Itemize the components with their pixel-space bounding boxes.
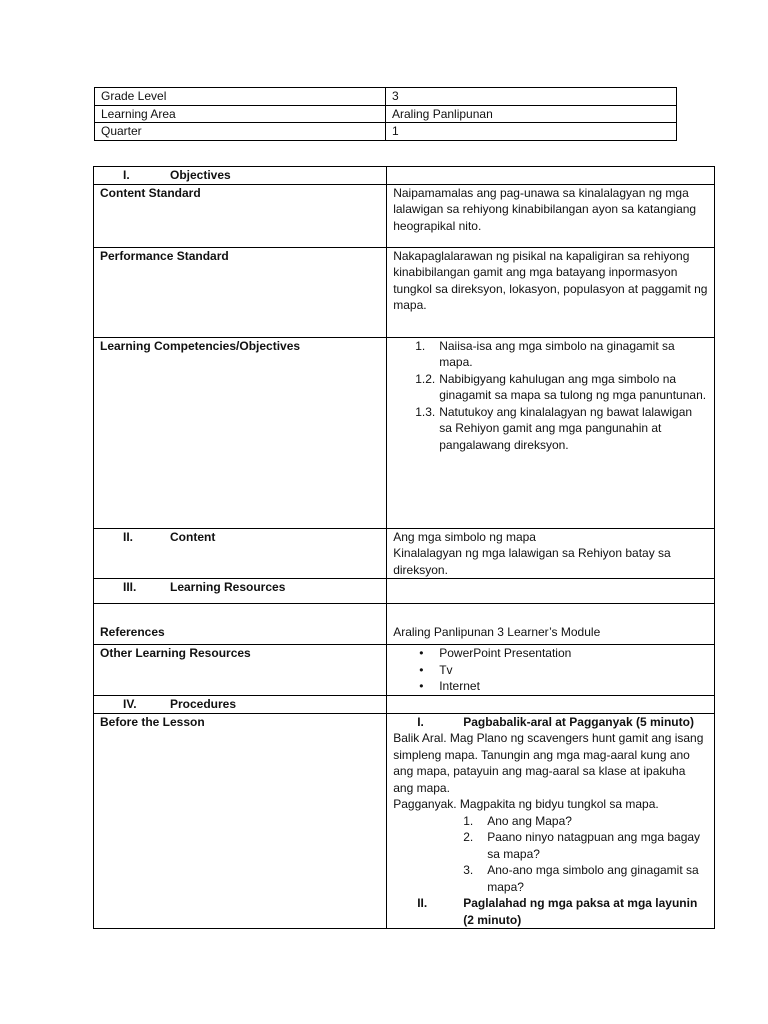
list-text: Ano ang Mapa? bbox=[487, 813, 572, 828]
section-number: IV. bbox=[123, 697, 137, 711]
procedures-heading bbox=[94, 696, 387, 714]
content-standard-text: Naipamamalas ang pag-unawa sa kinalalagyan ng mga lalawigan sa rehiyong kinabibilangan ayon sa katangiang heograpikal nito. bbox=[387, 184, 715, 247]
references-value: Araling Panlipunan 3 Learner’s Module bbox=[387, 604, 715, 645]
section-title: Learning Resources bbox=[170, 580, 286, 594]
performance-standard-row bbox=[94, 247, 715, 337]
competencies-list-cell bbox=[387, 337, 715, 528]
competencies-row bbox=[94, 337, 715, 528]
content-text bbox=[387, 528, 715, 579]
list-text: Nabibigyang kahulugan ang mga simbolo na ginagamit sa mapa sa tulong ng mga panuntunan. bbox=[439, 371, 707, 402]
list-item bbox=[393, 404, 708, 454]
other-resources-label: Other Learning Resources bbox=[94, 645, 387, 696]
list-item bbox=[393, 645, 708, 662]
list-item bbox=[393, 813, 708, 830]
list-text: Ano-ano mga simbolo ang ginagamit sa mapa? bbox=[487, 863, 699, 894]
sub-heading-number: I. bbox=[417, 714, 424, 729]
before-lesson-content bbox=[387, 713, 715, 929]
references-row bbox=[94, 604, 715, 645]
list-number: 1.2. bbox=[415, 371, 436, 386]
section-title: Procedures bbox=[170, 697, 237, 711]
learning-resources-heading bbox=[94, 579, 387, 604]
header-info-table bbox=[94, 87, 677, 141]
questions-list bbox=[393, 813, 708, 896]
other-resources-row bbox=[94, 645, 715, 696]
quarter-value: 1 bbox=[386, 123, 677, 141]
quarter-row bbox=[95, 123, 677, 141]
content-line: Kinalalagyan ng mga lalawigan sa Rehiyon batay sa direksyon. bbox=[393, 546, 671, 577]
section-number: II. bbox=[123, 529, 134, 544]
content-standard-label: Content Standard bbox=[94, 184, 387, 247]
list-text: Tv bbox=[439, 662, 453, 677]
performance-standard-label: Performance Standard bbox=[94, 247, 387, 337]
references-label: References bbox=[94, 604, 387, 645]
bullet-icon: • bbox=[419, 646, 424, 660]
lesson-plan-table bbox=[93, 166, 715, 929]
content-heading bbox=[94, 528, 387, 579]
list-text: Natutukoy ang kinalalagyan ng bawat lalawigan sa Rehiyon gamit ang mga pangunahin at pangalawang direksyon. bbox=[439, 404, 693, 452]
competencies-list bbox=[393, 338, 708, 454]
list-number: 1. bbox=[415, 338, 426, 353]
section-number: III. bbox=[123, 580, 137, 594]
grade-level-label: Grade Level bbox=[95, 88, 386, 106]
learning-area-value: Araling Panlipunan bbox=[386, 105, 677, 123]
before-lesson-label: Before the Lesson bbox=[94, 713, 387, 929]
objectives-heading bbox=[94, 167, 387, 185]
list-item bbox=[393, 338, 708, 371]
pagganyak-text: Pagganyak. Magpakita ng bidyu tungkol sa mapa. bbox=[393, 797, 659, 811]
other-resources-list bbox=[393, 645, 708, 695]
list-number: 3. bbox=[463, 863, 474, 877]
procedures-value bbox=[387, 696, 715, 714]
sub-heading-text: Pagbabalik-aral at Pagganyak (5 minuto) bbox=[463, 714, 694, 729]
section-title: Content bbox=[170, 529, 216, 544]
before-lesson-row bbox=[94, 713, 715, 929]
competencies-label: Learning Competencies/Objectives bbox=[94, 337, 387, 528]
learning-resources-row bbox=[94, 579, 715, 604]
learning-resources-value bbox=[387, 579, 715, 604]
objectives-value bbox=[387, 167, 715, 185]
bullet-icon: • bbox=[419, 662, 424, 677]
learning-area-label: Learning Area bbox=[95, 105, 386, 123]
learning-area-row bbox=[95, 105, 677, 123]
list-item bbox=[393, 371, 708, 404]
quarter-label: Quarter bbox=[95, 123, 386, 141]
content-standard-row bbox=[94, 184, 715, 247]
performance-standard-text: Nakapaglalarawan ng pisikal na kapaligiran sa rehiyong kinabibilangan gamit ang mga batayang inpormasyon tungkol sa direksyon, lokasyon, populasyon at paggamit ng mapa. bbox=[387, 247, 715, 337]
sub-heading-text: Paglalahad ng mga paksa at mga layunin (2 minuto) bbox=[463, 896, 698, 927]
list-item bbox=[393, 862, 708, 895]
sub-heading-number: II. bbox=[417, 896, 428, 910]
bullet-icon: • bbox=[419, 679, 424, 693]
sub-heading bbox=[393, 714, 708, 731]
list-text: Internet bbox=[439, 679, 480, 693]
content-line: Ang mga simbolo ng mapa bbox=[393, 529, 536, 544]
balik-aral-text: Balik Aral. Mag Plano ng scavengers hunt gamit ang isang simpleng mapa. Tanungin ang mga mag-aaral kung ano ang mapa, patayuin ang mag-aaral sa klase at ipakuha ang mapa. bbox=[393, 731, 704, 795]
section-number: I. bbox=[123, 168, 130, 182]
list-item bbox=[393, 678, 708, 695]
grade-level-row bbox=[95, 88, 677, 106]
list-text: Paano ninyo natagpuan ang mga bagay sa mapa? bbox=[487, 830, 701, 861]
list-number: 1.3. bbox=[415, 404, 436, 419]
list-text: Naiisa-isa ang mga simbolo na ginagamit sa mapa. bbox=[439, 338, 675, 369]
list-item bbox=[393, 662, 708, 679]
procedures-row bbox=[94, 696, 715, 714]
list-text: PowerPoint Presentation bbox=[439, 646, 572, 660]
objectives-row bbox=[94, 167, 715, 185]
sub-heading bbox=[393, 895, 708, 928]
grade-level-value: 3 bbox=[386, 88, 677, 106]
list-number: 2. bbox=[463, 830, 474, 844]
list-item bbox=[393, 829, 708, 862]
list-number: 1. bbox=[463, 813, 474, 828]
content-row bbox=[94, 528, 715, 579]
section-title: Objectives bbox=[170, 168, 231, 182]
other-resources-list-cell bbox=[387, 645, 715, 696]
